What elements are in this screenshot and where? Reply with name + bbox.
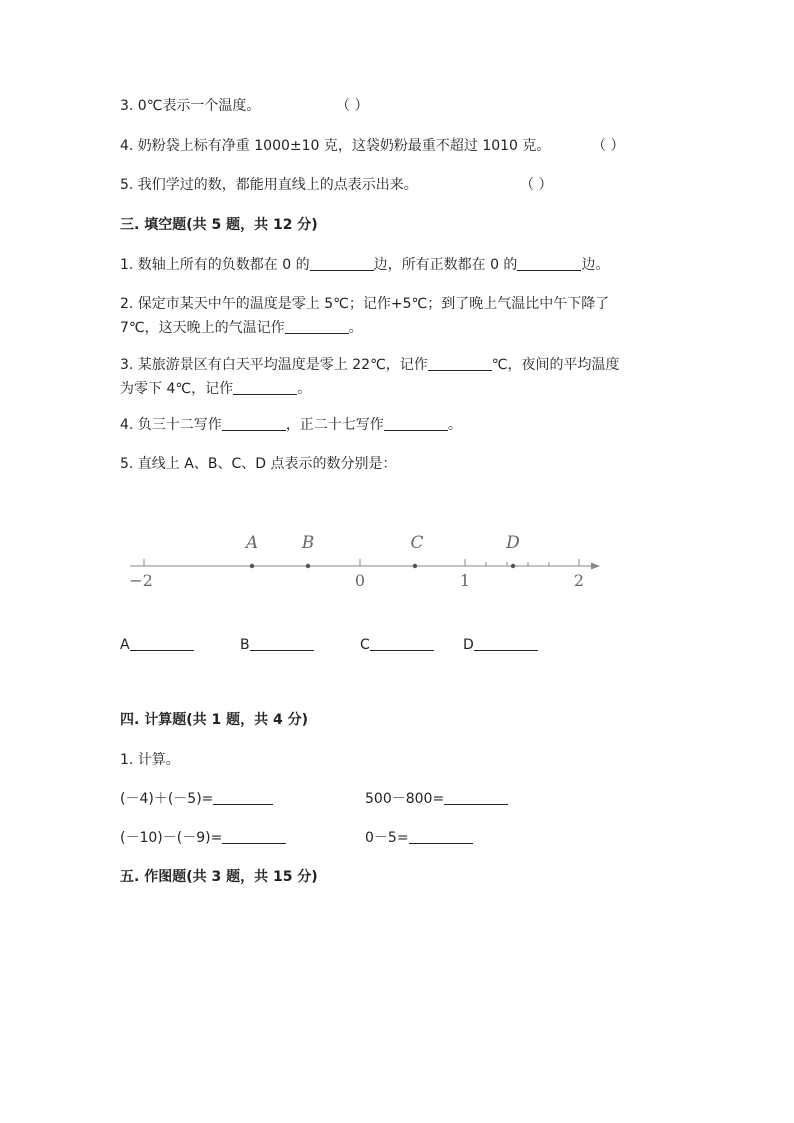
calc-e2-blank[interactable] (444, 788, 508, 805)
judge-q3: 3. 0℃表示一个温度。 (120, 98, 261, 114)
calc-e3-blank[interactable] (222, 827, 286, 844)
point-a (250, 564, 254, 568)
fill-q4-blank-1[interactable] (222, 414, 286, 431)
point-b (306, 564, 310, 568)
judge-q4: 4. 奶粉袋上标有净重 1000±10 克，这袋奶粉最重不超过 1010 克。 (120, 138, 551, 154)
fill-heading: 三. 填空题(共 5 题，共 12 分) (120, 217, 318, 233)
calc-e1-blank[interactable] (213, 788, 273, 805)
answer-c: C (360, 633, 434, 657)
answer-b: B (240, 633, 314, 657)
calc-e2: 500－800= (365, 787, 508, 811)
answer-d: D (463, 633, 538, 657)
tick-label-2: 2 (573, 571, 585, 590)
fill-q2-blank[interactable] (285, 317, 349, 334)
number-line-figure (120, 520, 620, 600)
point-label-b: B (301, 533, 315, 553)
calc-e4-blank[interactable] (409, 827, 473, 844)
draw-heading: 五. 作图题(共 3 题，共 15 分) (120, 869, 318, 885)
answer-c-blank[interactable] (370, 634, 434, 651)
point-label-d: D (506, 533, 520, 553)
calc-q1: 1. 计算。 (120, 752, 180, 768)
tick-label-1: 1 (459, 571, 471, 590)
answer-a-blank[interactable] (130, 634, 194, 651)
calc-e4: 0－5= (365, 826, 473, 850)
calc-e1: (－4)＋(－5)= (120, 787, 273, 811)
fill-q5: 5. 直线上 A、B、C、D 点表示的数分别是： (120, 456, 397, 472)
fill-q4: 4. 负三十二写作 ，正二十七写作 。 (120, 413, 462, 437)
judge-q5-answer[interactable]: （ ） (520, 177, 553, 193)
fill-q1: 1. 数轴上所有的负数都在 0 的 边，所有正数都在 0 的 边。 (120, 253, 609, 277)
answer-b-blank[interactable] (250, 634, 314, 651)
judge-q3-answer[interactable]: （ ） (336, 98, 369, 114)
calc-heading: 四. 计算题(共 1 题，共 4 分) (120, 712, 308, 728)
point-c (413, 564, 417, 568)
fill-q2-line2: 7℃，这天晚上的气温记作 。 (120, 316, 363, 340)
judge-q4-answer[interactable]: （ ） (592, 138, 625, 154)
fill-q1-blank-1[interactable] (310, 254, 374, 271)
point-d (511, 564, 515, 568)
fill-q1-blank-2[interactable] (517, 254, 581, 271)
judge-q5: 5. 我们学过的数，都能用直线上的点表示出来。 (120, 177, 418, 193)
answer-d-blank[interactable] (474, 634, 538, 651)
number-line-arrow (591, 563, 600, 570)
fill-q3-line1: 3. 某旅游景区有白天平均温度是零上 22℃，记作 ℃，夜间的平均温度 (120, 353, 620, 377)
calc-e3: (－10)－(－9)= (120, 826, 286, 850)
fill-q3-blank-1[interactable] (428, 354, 492, 371)
answer-a: A (120, 633, 194, 657)
point-label-c: C (410, 533, 424, 553)
tick-label-neg2: −2 (129, 571, 153, 590)
tick-label-0: 0 (354, 571, 366, 590)
point-label-a: A (245, 533, 259, 553)
fill-q2-line1: 2. 保定市某天中午的温度是零上 5℃；记作+5℃；到了晚上气温比中午下降了 (120, 296, 610, 312)
fill-q4-blank-2[interactable] (384, 414, 448, 431)
fill-q3-blank-2[interactable] (233, 378, 297, 395)
fill-q3-line2: 为零下 4℃，记作 。 (120, 377, 311, 401)
